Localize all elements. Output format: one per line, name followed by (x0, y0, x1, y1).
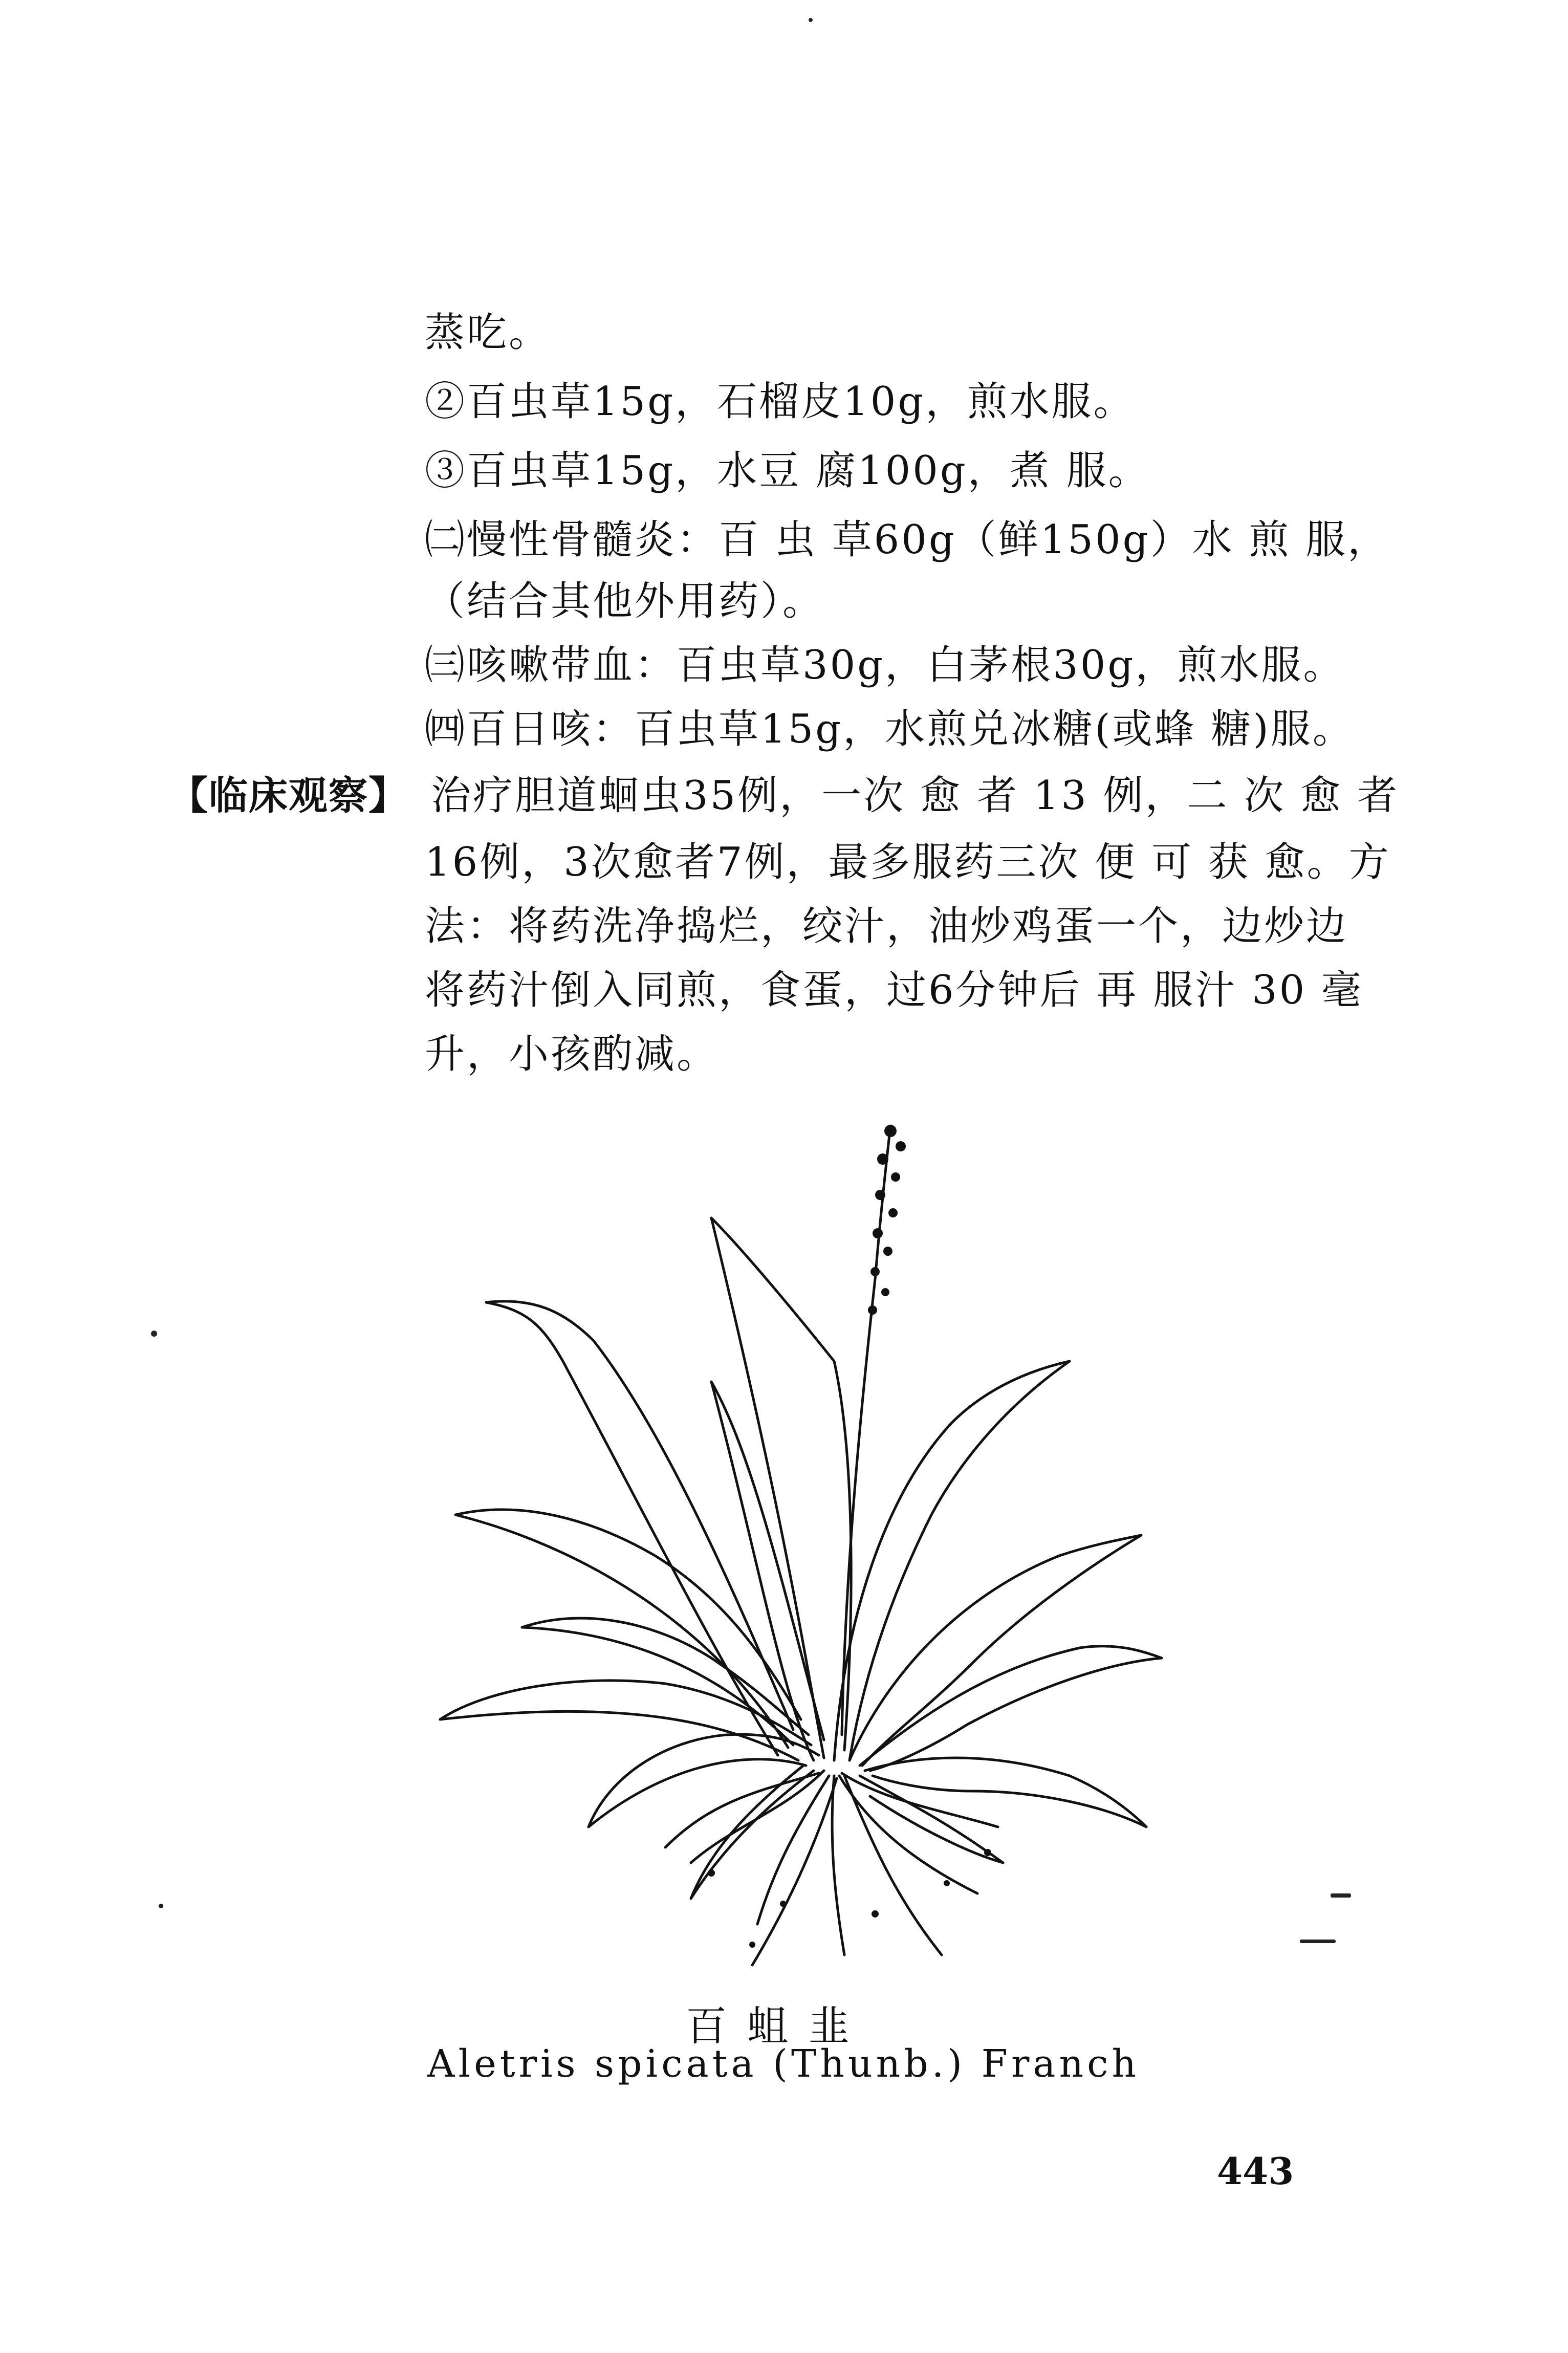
body-line-2: ②百虫草15g，石榴皮10g，煎水服。 (425, 379, 1136, 425)
leaf (860, 1646, 1162, 1771)
scan-speck (809, 18, 813, 22)
body-line-5: （结合其他外用药）。 (425, 578, 825, 624)
body-line-6: ㈢咳嗽带血：百虫草30g，白茅根30g，煎水服。 (425, 642, 1345, 688)
leaf (711, 1382, 824, 1760)
section-line-4: 将药汁倒入同煎，食蛋，过6分钟后 再 服汁 30 毫 (425, 967, 1364, 1013)
body-line-4: ㈡慢性骨髓炎：百 虫 草60g（鲜150g）水 煎 服， (425, 517, 1390, 563)
figure-caption-latin: Aletris spicata (Thunb.) Franch (427, 2042, 1140, 2086)
section-label-clinical-observation: 【临床观察】 (169, 773, 408, 818)
root-specks (708, 1849, 991, 1948)
scan-speck (159, 1904, 163, 1908)
scan-speck (1300, 1940, 1336, 1943)
leaf (865, 1758, 1146, 1827)
body-line-1: 蒸吃。 (425, 310, 551, 356)
figure-caption-chinese: 百蛆韭 (686, 2002, 870, 2050)
section-line-3: 法：将药洗净捣烂，绞汁，油炒鸡蛋一个，边炒边 (425, 903, 1348, 949)
scan-speck (1331, 1893, 1351, 1898)
roots (665, 1771, 998, 1965)
plant-illustration (425, 1095, 1397, 1975)
scan-speck (151, 1331, 157, 1337)
leaf (850, 1535, 1141, 1766)
section-line-5: 升，小孩酌减。 (425, 1031, 719, 1077)
section-line-2: 16例，3次愈者7例，最多服药三次 便 可 获 愈。方 (425, 839, 1391, 885)
body-line-7: ㈣百日咳：百虫草15g，水煎兑冰糖(或蜂 糖)服。 (425, 706, 1355, 752)
section-line-1: 治疗胆道蛔虫35例，一次 愈 者 13 例，二 次 愈 者 (431, 773, 1400, 819)
body-line-3: ③百虫草15g，水豆 腐100g，煮 服。 (425, 448, 1150, 494)
page-number: 443 (1217, 2149, 1294, 2193)
